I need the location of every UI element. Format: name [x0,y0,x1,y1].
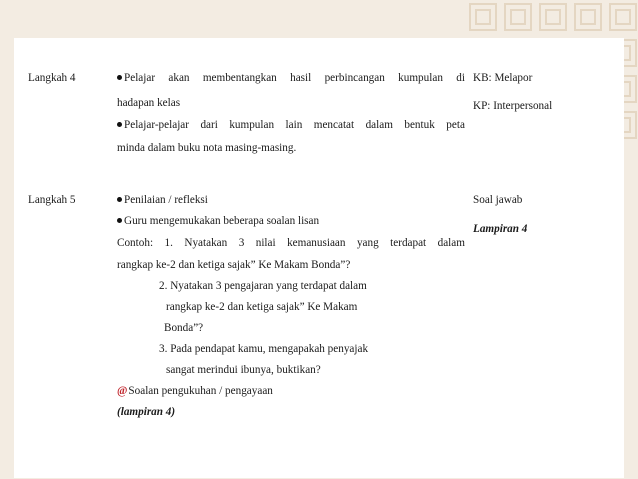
row5-line-3: Contoh: 1. Nyatakan 3 nilai kemanusiaan yang terdapat dalam [117,237,465,249]
row4-line-1: Pelajar akan membentangkan hasil perbincangan kumpulan di [117,71,465,85]
bullet-dot-icon [117,197,122,202]
step-label-4: Langkah 4 [28,72,76,84]
row5-note-2: Lampiran 4 [473,223,528,235]
row4-line-2: hadapan kelas [117,97,181,109]
row5-note-1: Soal jawab [473,194,523,206]
row4-note-1: KB: Melapor [473,72,533,84]
swirl-bullet-icon: @ [117,385,128,397]
bullet-dot-icon [117,218,122,223]
row5-line-11: (lampiran 4) [117,406,176,418]
row5-line-1: Penilaian / refleksi [117,193,208,207]
step-label-5: Langkah 5 [28,194,76,206]
row5-line-2: Guru mengemukakan beberapa soalan lisan [117,214,319,228]
row4-line-3: Pelajar-pelajar dari kumpulan lain mencatat dalam bentuk peta [117,118,465,132]
row4-note-2: KP: Interpersonal [473,100,553,112]
row5-line-8: 3. Pada pendapat kamu, mengapakah penyajak [159,343,369,355]
row5-line-10: @Soalan pengukuhan / pengayaan [117,385,273,397]
row5-line-4: rangkap ke-2 dan ketiga sajak” Ke Makam Bonda”? [117,259,351,271]
row5-line-6: rangkap ke-2 dan ketiga sajak” Ke Makam [166,301,358,313]
row5-line-7: Bonda”? [164,322,204,334]
row4-line-4: minda dalam buku nota masing-masing. [117,142,297,154]
row5-line-9: sangat merindui ibunya, buktikan? [166,364,321,376]
bullet-dot-icon [117,122,122,127]
bullet-dot-icon [117,75,122,80]
row5-line-5: 2. Nyatakan 3 pengajaran yang terdapat dalam [159,280,367,292]
